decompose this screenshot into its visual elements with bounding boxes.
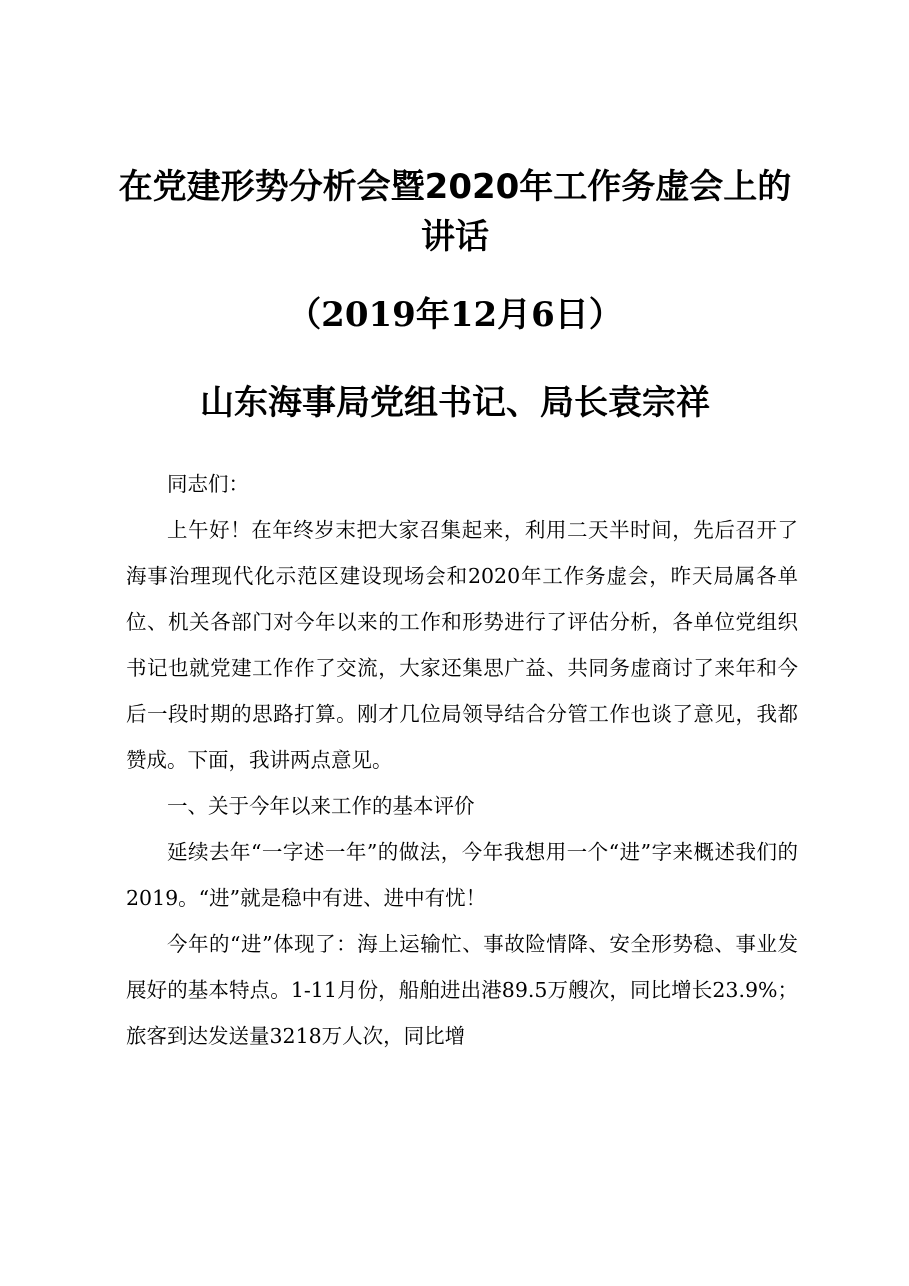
- document-author: 山东海事局党组书记、局长袁宗祥: [200, 383, 710, 423]
- body-paragraph: 今年的“进”体现了：海上运输忙、事故险情降、安全形势稳、事业发展好的基本特点。1-11月份，船舶进出港89.5万艘次，同比增长23.9%；旅客到达发送量3218万人次，同比增: [126, 932, 798, 1048]
- document-body: [126, 461, 798, 1059]
- salutation-paragraph: 同志们：: [167, 472, 249, 496]
- document-title: 在党建形势分析会暨2020年工作务虚会上的讲话: [118, 167, 792, 257]
- body-paragraph: 延续去年“一字述一年”的做法，今年我想用一个“进”字来概述我们的2019。“进”就是稳中有进、进中有忧！: [126, 840, 798, 910]
- section-heading: 一、关于今年以来工作的基本评价: [167, 794, 475, 818]
- body-paragraph: 上午好！在年终岁末把大家召集起来，利用二天半时间，先后召开了海事治理现代化示范区建设现场会和2020年工作务虚会，昨天局属各单位、机关各部门对今年以来的工作和形势进行了评估分析，各单位党组织书记也就党建工作作了交流，大家还集思广益、共同务虚商讨了来年和今后一段时期的思路打算。刚才几位局领导结合分管工作也谈了意见，我都赞成。下面，我讲两点意见。: [126, 518, 798, 772]
- document-date: （2019年12月6日）: [287, 295, 623, 335]
